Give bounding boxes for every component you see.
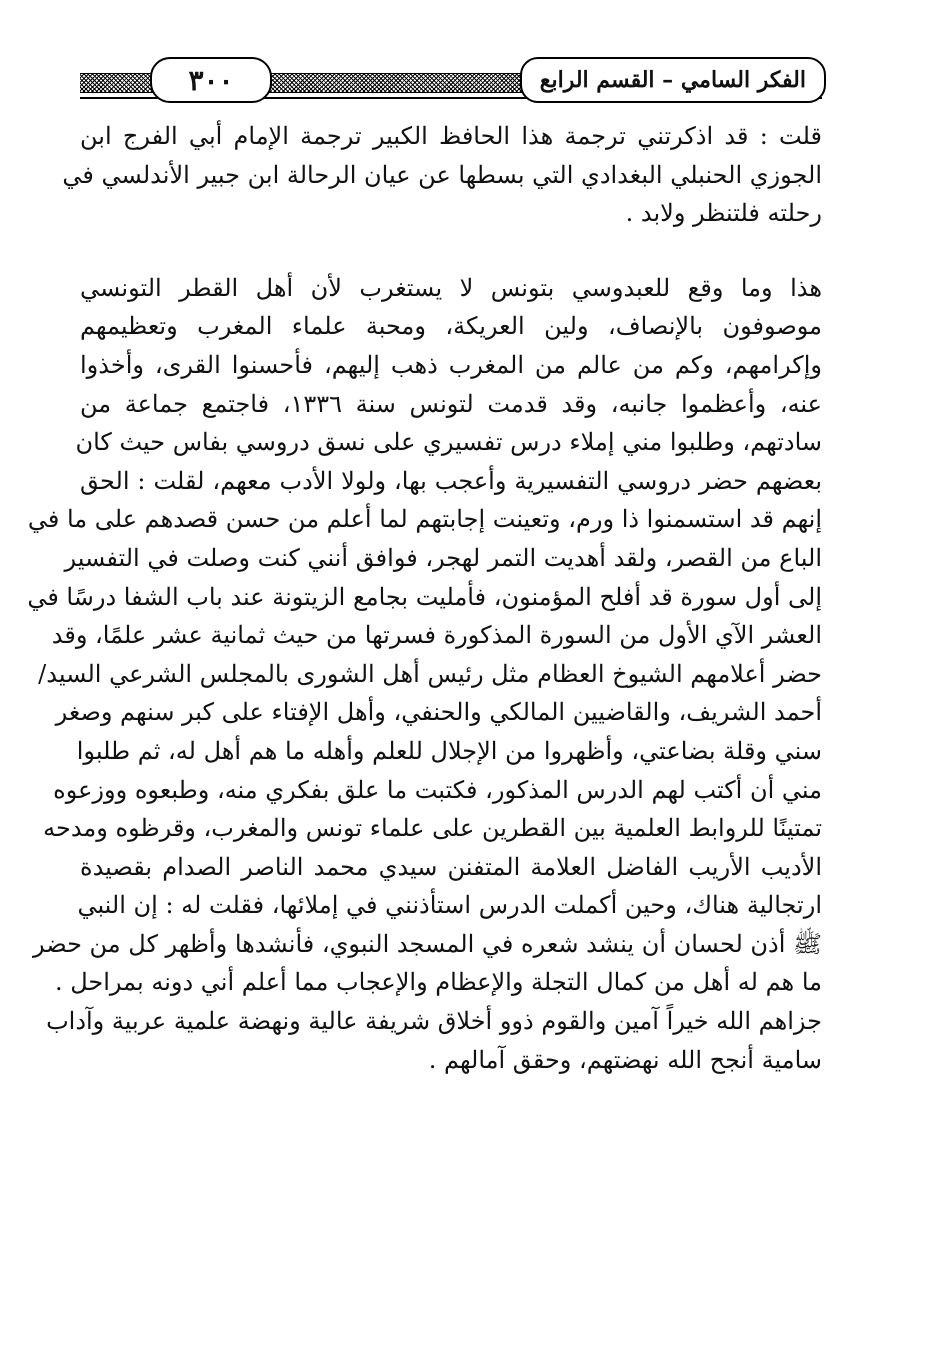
text-line: ارتجالية هناك، وحين أكملت الدرس استأذنني في إملائها، فقلت له : إن النبي — [77, 891, 822, 920]
page-body — [27, 117, 823, 1079]
text-line: سني وقلة بضاعتي، وأظهروا من الإجلال للعلم وأهله ما هم أهل له، ثم طلبوا — [76, 736, 822, 765]
text-line: حضر أعلامهم الشيوخ العظام مثل رئيس أهل الشورى بالمجلس الشرعي السيد/ — [38, 659, 822, 688]
text-line: رحلته فلتنظر ولابد . — [625, 199, 822, 228]
text-line: موصوفون بالإنصاف، ولين العريكة، ومحبة علماء المغرب وتعظيمهم — [80, 312, 822, 341]
text-line: جزاهم الله خيراً آمين والقوم ذوو أخلاق شريفة عالية ونهضة علمية عربية وآداب — [46, 1007, 822, 1036]
running-header — [80, 50, 822, 108]
text-line: العشر الآي الأول من السورة المذكورة فسرتها من حيث ثمانية عشر علمًا، وقد — [51, 621, 822, 650]
text-line: إلى أول سورة قد أفلح المؤمنون، فأمليت بجامع الزيتونة عند باب الشفا درسًا في — [27, 582, 822, 611]
text-line: ﷺ أذن لحسان أن ينشد شعره في المسجد النبوي، فأنشدها وأظهر كل من حضر — [33, 929, 822, 958]
paragraph-2 — [27, 269, 823, 1079]
page-number: ٣٠٠ — [150, 57, 272, 103]
text-line: إنهم قد استسمنوا ذا ورم، وتعينت إجابتهم لما أعلم من حسن قصدهم على ما في — [27, 505, 822, 534]
text-line: عنه، وأعظموا جانبه، وقد قدمت لتونس سنة ١٣٣٦، فاجتمع جماعة من — [80, 389, 822, 418]
text-line: الباع من القصر، ولقد أهديت التمر لهجر، فوافق أنني كنت وصلت في التفسير — [64, 543, 822, 572]
text-line: تمتينًا للروابط العلمية بين القطرين على علماء تونس والمغرب، وقرظوه ومدحه — [43, 814, 822, 843]
text-line: الأديب الأريب الفاضل العلامة المتفنن سيدي محمد الناصر الصدام بقصيدة — [80, 852, 823, 881]
text-line: سادتهم، وطلبوا مني إملاء درس تفسيري على نسق دروسي بفاس حيث كان — [75, 428, 822, 457]
text-line: أحمد الشريف، والقاضيين المالكي والحنفي، وأهل الإفتاء على كبر سنهم وصغر — [55, 698, 822, 727]
running-title: الفكر السامي – القسم الرابع — [520, 57, 826, 103]
text-line: مني أن أكتب لهم الدرس المذكور، فكتبت ما علق بفكري منه، وطبعوه ووزعوه — [53, 775, 822, 804]
text-line: ما هم له أهل من كمال التجلة والإعظام والإعجاب مما أعلم أني دونه بمراحل . — [54, 968, 822, 997]
paragraph-1 — [62, 117, 822, 233]
text-line: بعضهم حضر دروسي التفسيرية وأعجب بها، ولولا الأدب معهم، لقلت : الحق — [80, 466, 823, 495]
text-line: سامية أنجح الله نهضتهم، وحقق آمالهم . — [428, 1045, 822, 1074]
text-line: وإكرامهم، وكم من عالم من المغرب ذهب إليهم، فأحسنوا القرى، وأخذوا — [80, 350, 822, 379]
text-line: قلت : قد اذكرتني ترجمة هذا الحافظ الكبير ترجمة الإمام أبي الفرج ابن — [80, 122, 822, 150]
text-line: الجوزي الحنبلي البغدادي التي بسطها عن عيان الرحالة ابن جبير الأندلسي في — [62, 160, 822, 189]
text-line: هذا وما وقع للعبدوسي بتونس لا يستغرب لأن أهل القطر التونسي — [80, 273, 822, 302]
